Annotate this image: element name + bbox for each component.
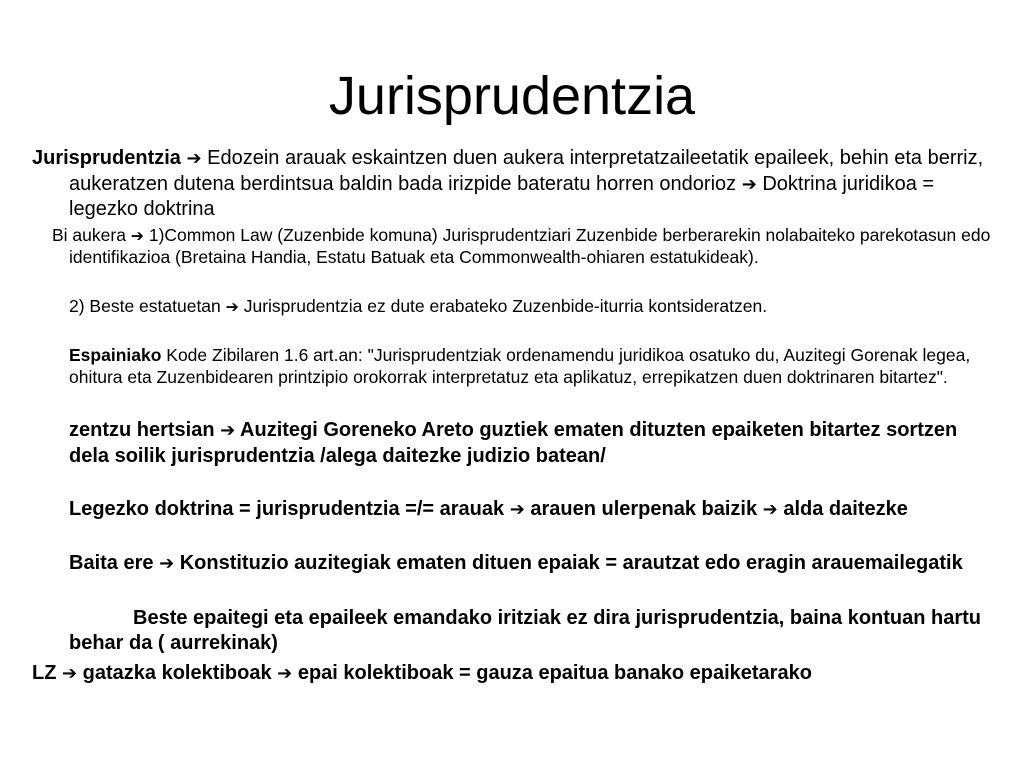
term-espainiako: Espainiako	[69, 345, 162, 365]
definition-text: Edozein arauak eskaintzen duen aukera interpretatzaileetatik epaileek, behin eta berriz, aukeratzen dutena berdintsua baldin bada irizpide bateratu horren ondorioz	[69, 147, 984, 195]
paragraph-spain	[69, 345, 989, 388]
paragraph-legal-doctrine	[69, 497, 994, 523]
other-states-text: Jurisprudentzia ez dute erabateko Zuzenbide-iturria kontsideratzen.	[238, 296, 768, 316]
arrow-icon: ➔	[130, 226, 144, 245]
spain-civil-code-text: Kode Zibilaren 1.6 art.an: "Jurisprudentziak ordenamendu juridikoa osatuko du, Auzitegi Gorenak legea, ohitura eta Zuzenbidearen printzipio orokorrak interpretatuz eta aplikatuz, errepikatzen duen doktrinaren bitartez".	[69, 345, 971, 387]
legal-doctrine-label: Legezko doktrina = jurisprudentzia =/= arauak	[69, 498, 510, 520]
definition-result: Doktrina juridikoa = legezko doktrina	[69, 172, 935, 220]
paragraph-strict-sense	[69, 418, 994, 468]
slide-title: Jurisprudentzia	[328, 66, 696, 126]
paragraph-lz	[32, 661, 992, 687]
lz-mid: gatazka kolektiboak	[77, 662, 278, 684]
common-law-text: 1)Common Law (Zuzenbide komuna) Jurisprudentziari Zuzenbide berberarekin nolabaiteko parekotasun edo identifikazioa (Bretaina Handia, Estatu Batuak eta Commonwealth-ohiaren estatukideak).	[69, 225, 991, 267]
strict-sense-text: Auzitegi Goreneko Areto guztiek ematen dituzten epaiketen bitartez sortzen dela soilik jurisprudentzia /alega daitezke judizio batean/	[69, 419, 958, 467]
arrow-icon: ➔	[62, 663, 78, 684]
arrow-icon: ➔	[277, 663, 293, 684]
other-states-label: 2) Beste estatuetan	[69, 296, 226, 316]
paragraph-definition	[32, 146, 992, 222]
lz-label: LZ	[32, 662, 62, 684]
arrow-icon: ➔	[762, 499, 778, 520]
paragraph-other-states	[69, 296, 989, 318]
paragraph-common-law	[52, 225, 992, 268]
term-jurisprudentzia: Jurisprudentzia	[32, 147, 181, 169]
arrow-icon: ➔	[186, 148, 202, 169]
arrow-icon: ➔	[159, 553, 175, 574]
other-courts-text: Beste epaitegi eta epaileek emandako iritziak ez dira jurisprudentzia, baina kontuan hartu behar da ( aurrekinak)	[69, 607, 982, 654]
arrow-icon: ➔	[509, 499, 525, 520]
paragraph-other-courts	[69, 606, 994, 655]
lz-text: epai kolektiboak = gauza epaitua banako epaiketarako	[292, 662, 812, 684]
arrow-icon: ➔	[741, 173, 757, 195]
arrow-icon: ➔	[220, 420, 236, 441]
constitutional-court-text: Konstituzio auzitegiak ematen dituen epaiak = arautzat edo eragin arauemailegatik	[174, 552, 963, 574]
two-options-label: Bi aukera	[52, 225, 131, 245]
arrow-icon: ➔	[225, 297, 239, 316]
also-label: Baita ere	[69, 552, 160, 574]
paragraph-constitutional-court	[69, 551, 994, 577]
legal-doctrine-text: alda daitezke	[777, 498, 908, 520]
legal-doctrine-mid: arauen ulerpenak baizik	[524, 498, 763, 520]
strict-sense-label: zentzu hertsian	[69, 419, 221, 441]
